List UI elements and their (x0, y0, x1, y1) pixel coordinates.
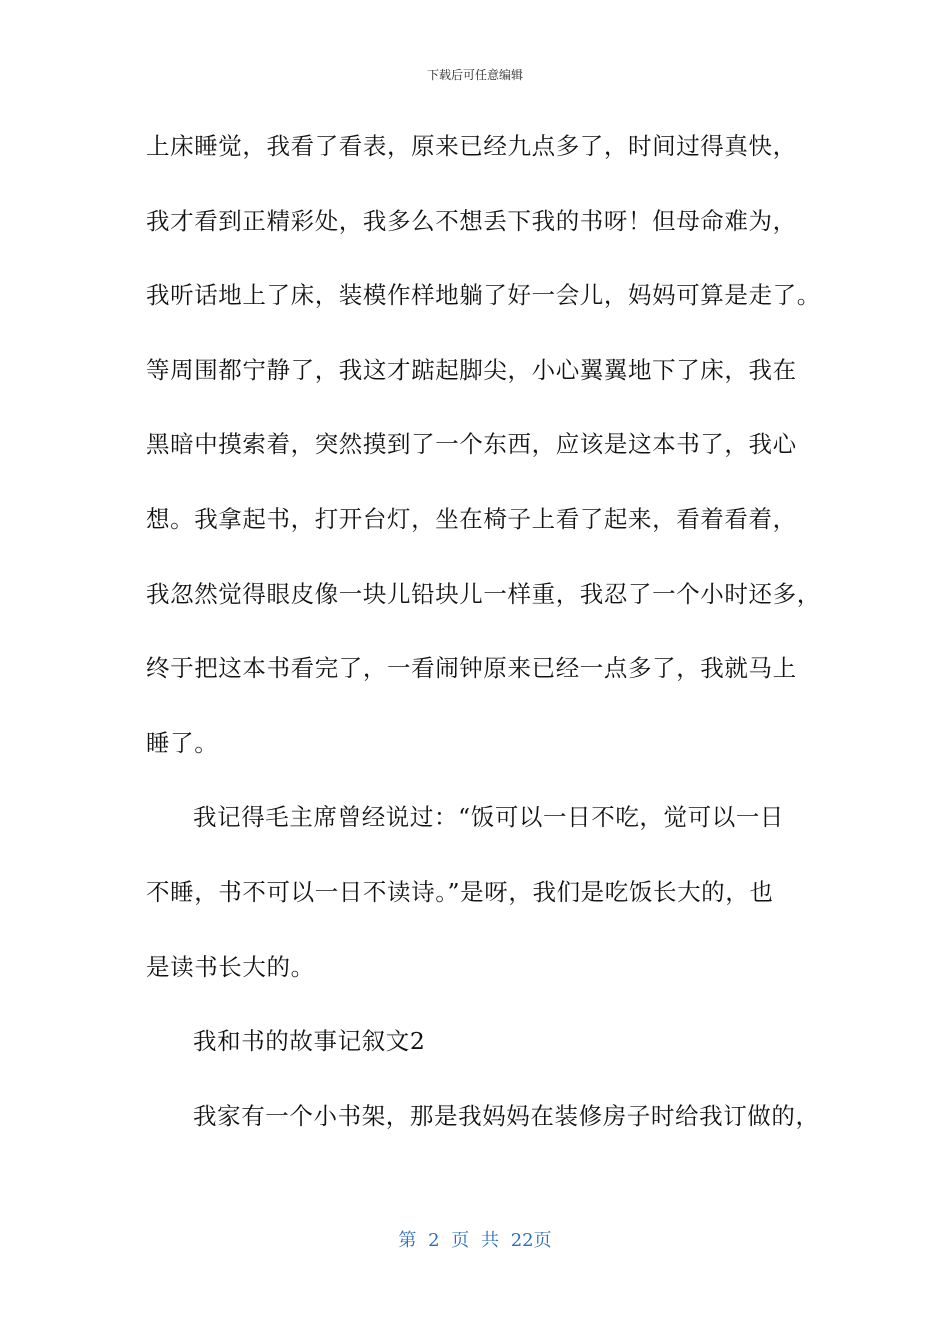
text-line: 我才看到正精彩处，我多么不想丢下我的书呀！但母命难为， (146, 206, 797, 235)
text-line: 是读书长大的。 (146, 952, 315, 981)
text-line: 不睡，书不可以一日不读诗。”是呀，我们是吃饭长大的，也 (146, 877, 774, 906)
text-line: 我听话地上了床，装模作样地躺了好一会儿，妈妈可算是走了。 (146, 281, 821, 310)
section-heading: 我和书的故事记叙文2 (193, 1027, 426, 1056)
page-number-footer: 第 2 页 共 22页 (398, 1230, 552, 1251)
text-line: 上床睡觉，我看了看表，原来已经九点多了，时间过得真快， (146, 132, 797, 160)
text-line: 终于把这本书看完了，一看闹钟原来已经一点多了，我就马上 (146, 654, 797, 683)
paragraph-first-line: 我家有一个小书架，那是我妈妈在装修房子时给我订做的， (193, 1101, 820, 1130)
page-header: 下载后可任意编辑 (426, 68, 523, 82)
text-line: 黑暗中摸索着，突然摸到了一个东西，应该是这本书了，我心 (146, 430, 797, 459)
text-line: 等周围都宁静了，我这才踮起脚尖，小心翼翼地下了床，我在 (146, 355, 797, 384)
text-line: 想。我拿起书，打开台灯，坐在椅子上看了起来，看着看着， (146, 504, 797, 533)
text-line: 我忽然觉得眼皮像一块儿铅块儿一样重，我忍了一个小时还多， (146, 579, 821, 608)
paragraph-first-line: 我记得毛主席曾经说过：“饭可以一日不吃，觉可以一日 (193, 803, 785, 832)
document-body (146, 120, 826, 1164)
text-line: 睡了。 (146, 728, 219, 757)
